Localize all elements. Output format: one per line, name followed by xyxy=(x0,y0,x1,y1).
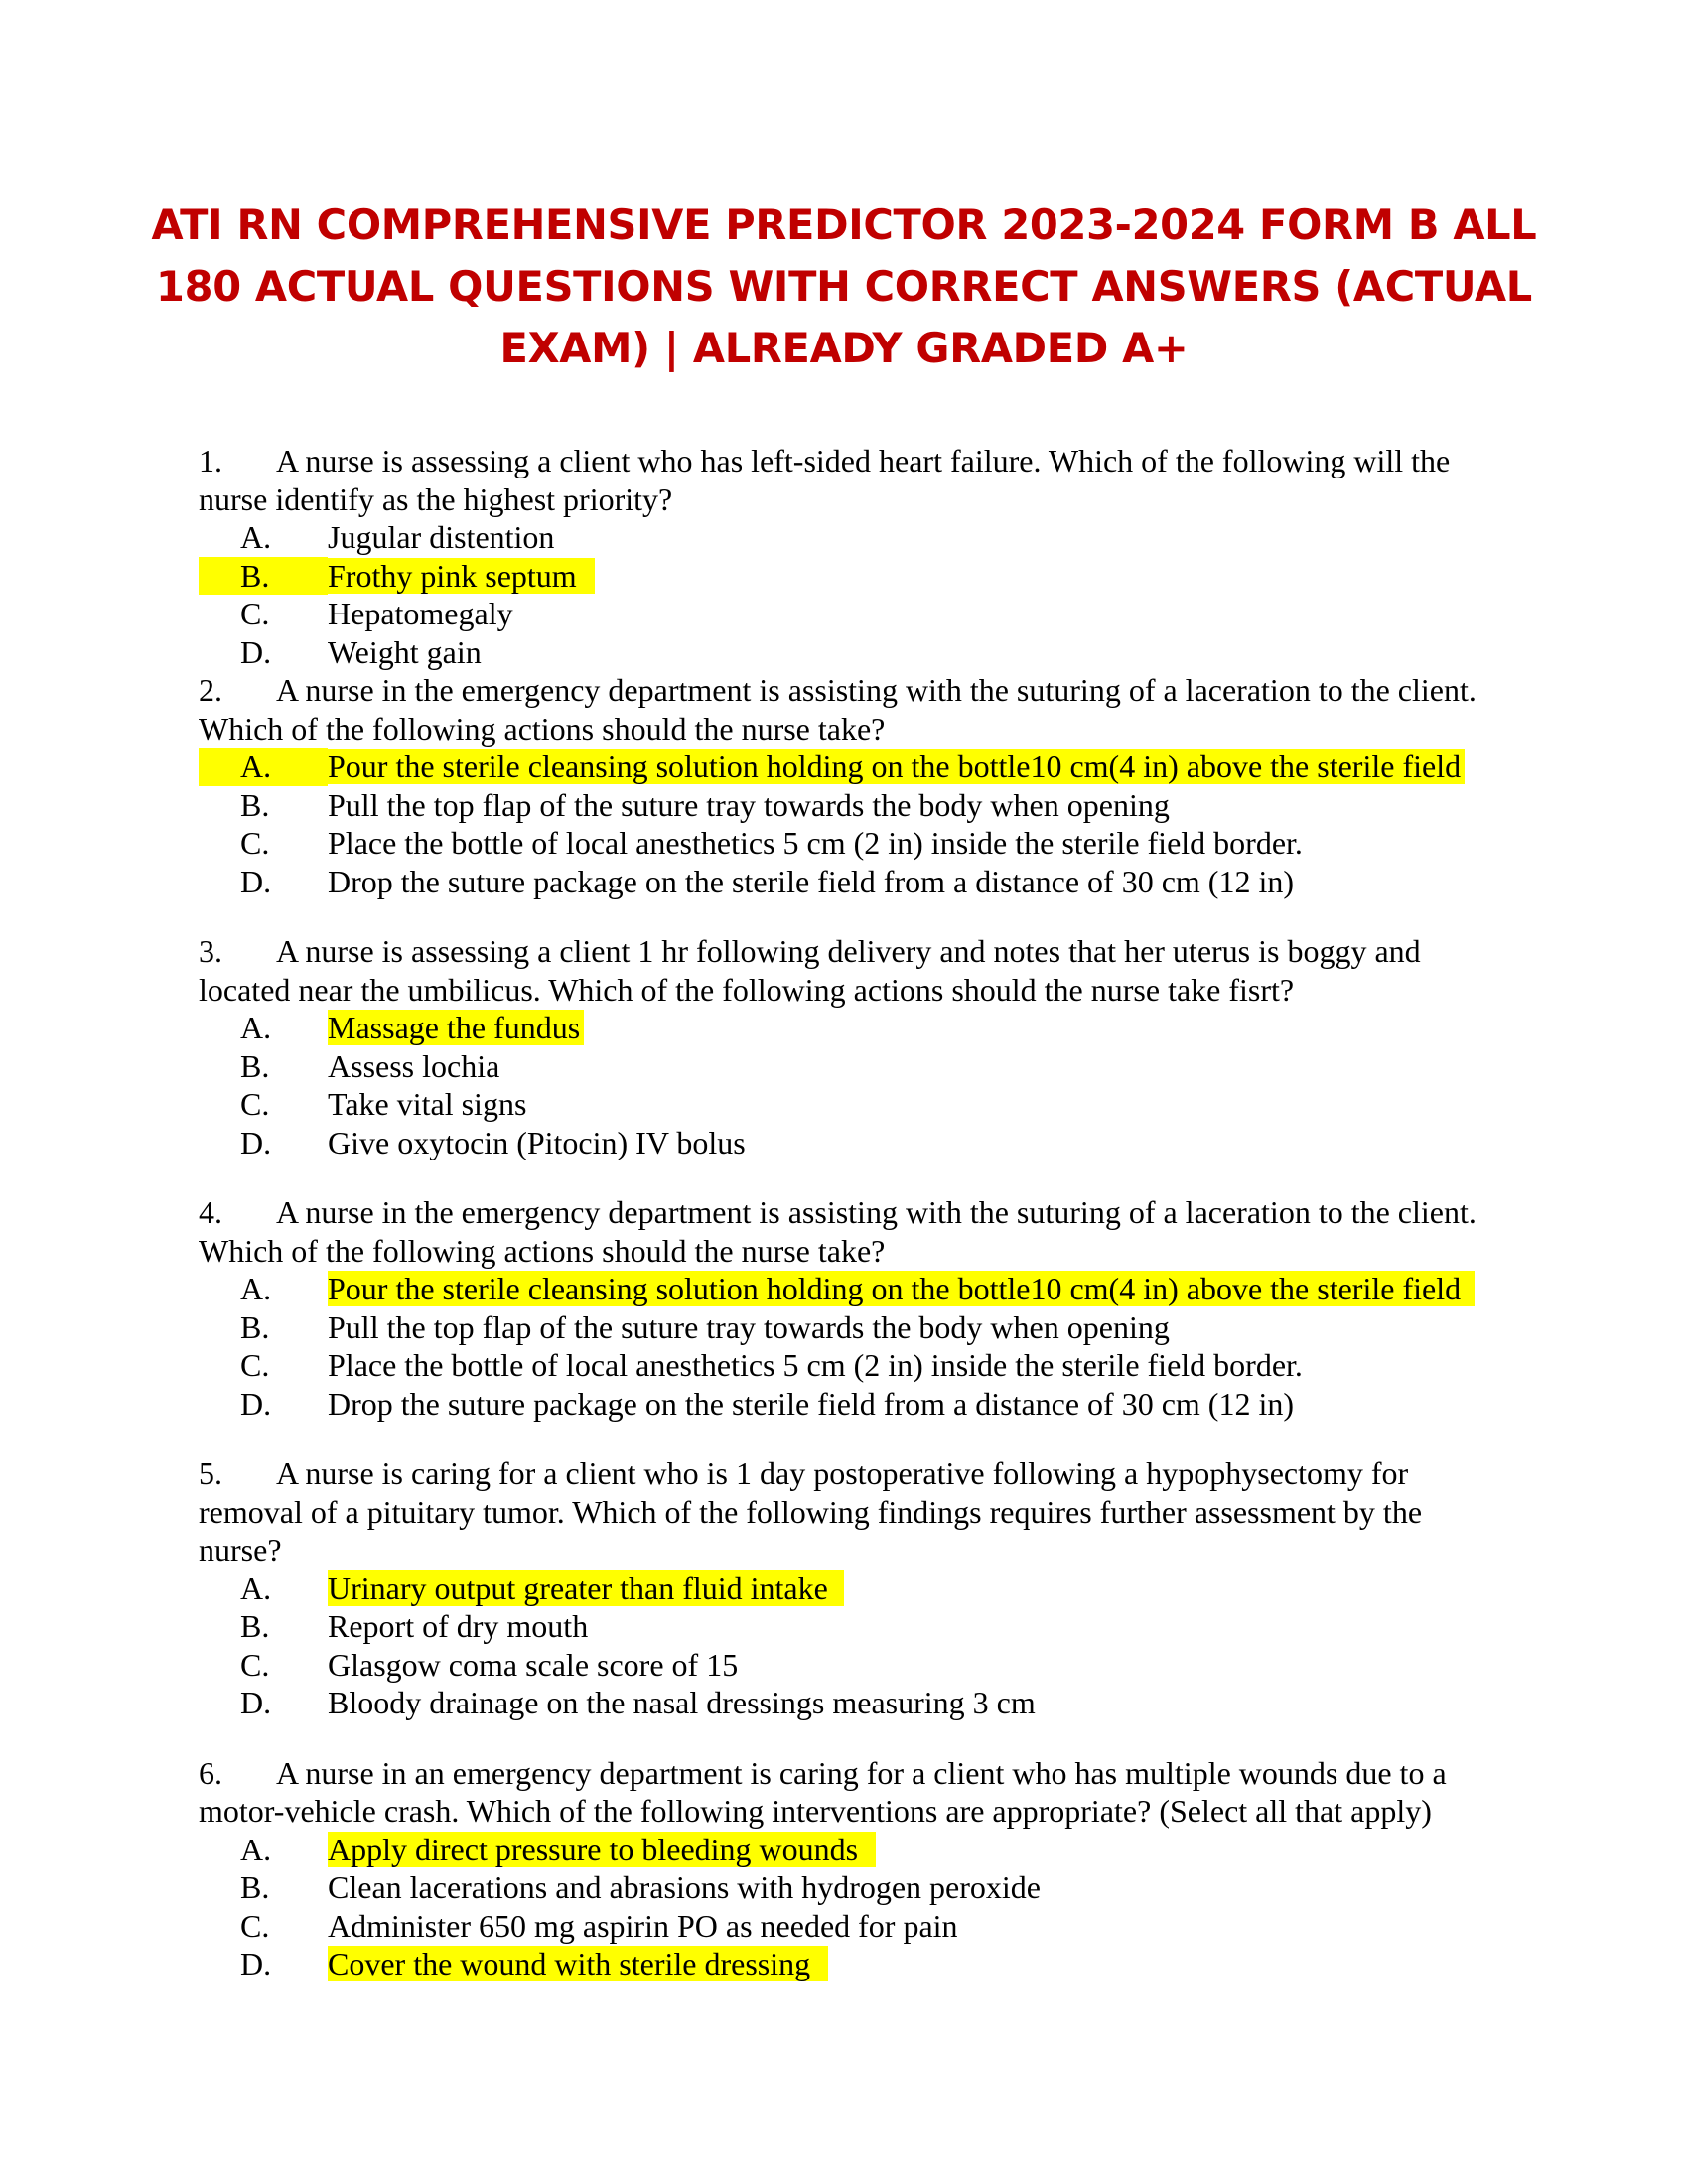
question-stem xyxy=(199,442,1509,518)
option-letter: A. xyxy=(240,519,272,555)
option-text: Report of dry mouth xyxy=(328,1608,589,1644)
option-b xyxy=(199,1868,1509,1907)
question-2 xyxy=(199,671,1509,900)
option-b xyxy=(199,786,1509,825)
question-1 xyxy=(199,442,1509,671)
question-text: A nurse in an emergency department is caring for a client who has multiple wounds due to a motor-vehicle crash. Which of the following interventions are appropriate? (Select all that apply) xyxy=(199,1754,1447,1829)
option-b-correct xyxy=(199,557,1509,596)
option-letter: D. xyxy=(240,633,272,670)
option-text-highlighted: Massage the fundus xyxy=(328,1010,584,1045)
option-c xyxy=(199,1085,1509,1124)
option-letter: C. xyxy=(240,1646,270,1683)
option-text-wrap xyxy=(328,1009,1509,1047)
option-letter: C. xyxy=(240,1907,270,1944)
option-a-correct xyxy=(199,748,1509,786)
option-c xyxy=(199,1907,1509,1946)
option-text-wrap xyxy=(328,557,1509,596)
option-text: Hepatomegaly xyxy=(328,596,513,631)
option-letter: D. xyxy=(240,1685,272,1720)
option-letter: A. xyxy=(240,1271,272,1306)
question-stem xyxy=(199,671,1509,748)
question-number: 2. xyxy=(199,672,222,708)
option-text-highlighted: Pour the sterile cleansing solution holding on the bottle10 cm(4 in) above the sterile field xyxy=(328,749,1465,784)
option-text: Weight gain xyxy=(328,633,482,670)
option-d xyxy=(199,1684,1509,1722)
option-letter: C. xyxy=(240,825,270,861)
question-text: A nurse is caring for a client who is 1 day postoperative following a hypophysectomy for removal of a pituitary tumor. Which of the following findings requires further assessment by the nurse? xyxy=(199,1455,1423,1568)
option-letter: C. xyxy=(240,596,270,631)
question-stem xyxy=(199,1754,1509,1831)
option-letter: C. xyxy=(240,1086,270,1122)
option-text: Give oxytocin (Pitocin) IV bolus xyxy=(328,1124,746,1160)
option-letter: B. xyxy=(240,1047,270,1084)
option-letter: C. xyxy=(240,1347,270,1383)
option-b xyxy=(199,1308,1509,1347)
question-list xyxy=(199,442,1509,1983)
option-letter: B. xyxy=(240,786,270,823)
question-text: A nurse in the emergency department is assisting with the suturing of a laceration to the client. Which of the following actions should the nurse take? xyxy=(199,1194,1477,1269)
option-a-correct xyxy=(199,1570,1509,1608)
option-a-correct xyxy=(199,1270,1509,1308)
option-c xyxy=(199,1346,1509,1385)
option-text-wrap xyxy=(328,1270,1509,1308)
question-4 xyxy=(199,1193,1509,1423)
option-letter: B. xyxy=(240,1308,270,1345)
option-text-wrap xyxy=(328,1570,1509,1608)
question-number: 1. xyxy=(199,443,222,478)
option-d xyxy=(199,1385,1509,1424)
option-text: Glasgow coma scale score of 15 xyxy=(328,1646,739,1683)
option-text: Place the bottle of local anesthetics 5 cm (2 in) inside the sterile field border. xyxy=(328,1347,1303,1383)
option-a xyxy=(199,518,1509,557)
question-stem xyxy=(199,1454,1509,1570)
option-text: Pull the top flap of the suture tray towards the body when opening xyxy=(328,1308,1170,1345)
question-number: 3. xyxy=(199,933,222,969)
option-letter: B. xyxy=(240,1608,270,1644)
option-letter: D. xyxy=(240,863,272,899)
option-letter: D. xyxy=(240,1124,272,1160)
option-text-highlighted: Apply direct pressure to bleeding wounds xyxy=(328,1832,876,1867)
question-5 xyxy=(199,1454,1509,1722)
option-letter: A. xyxy=(240,1570,272,1606)
option-text-wrap xyxy=(328,1831,1509,1869)
option-text: Clean lacerations and abrasions with hydrogen peroxide xyxy=(328,1869,1041,1905)
option-d-correct xyxy=(199,1945,1509,1983)
question-number: 4. xyxy=(199,1194,222,1230)
question-number: 6. xyxy=(199,1754,222,1791)
option-letter: B. xyxy=(199,557,328,596)
option-text-wrap xyxy=(328,1945,1509,1983)
option-c xyxy=(199,824,1509,863)
option-text: Administer 650 mg aspirin PO as needed for pain xyxy=(328,1907,958,1944)
question-number: 5. xyxy=(199,1455,222,1491)
option-text-highlighted: Cover the wound with sterile dressing xyxy=(328,1946,828,1981)
question-text: A nurse is assessing a client who has left-sided heart failure. Which of the following will the nurse identify as the highest priority? xyxy=(199,443,1451,517)
option-b xyxy=(199,1047,1509,1086)
option-text: Drop the suture package on the sterile field from a distance of 30 cm (12 in) xyxy=(328,1385,1294,1422)
option-text: Place the bottle of local anesthetics 5 cm (2 in) inside the sterile field border. xyxy=(328,825,1303,861)
option-letter: A. xyxy=(240,1831,272,1867)
option-text: Take vital signs xyxy=(328,1086,527,1122)
option-d xyxy=(199,1124,1509,1162)
option-text-wrap xyxy=(328,748,1509,786)
option-letter: A. xyxy=(240,1010,272,1045)
option-d xyxy=(199,633,1509,672)
question-text: A nurse is assessing a client 1 hr following delivery and notes that her uterus is boggy and located near the umbilicus. Which of the following actions should the nurse take fisrt? xyxy=(199,933,1421,1008)
option-text-highlighted: Urinary output greater than fluid intake xyxy=(328,1570,844,1606)
option-b xyxy=(199,1607,1509,1646)
option-letter: B. xyxy=(240,1869,270,1905)
question-stem xyxy=(199,1193,1509,1270)
option-text: Pull the top flap of the suture tray towards the body when opening xyxy=(328,786,1170,823)
option-d xyxy=(199,863,1509,901)
option-letter: D. xyxy=(240,1946,272,1981)
document-title: ATI RN COMPREHENSIVE PREDICTOR 2023-2024 FORM B ALL 180 ACTUAL QUESTIONS WITH CORRECT ANSWERS (ACTUAL EXAM) | ALREADY GRADED A+ xyxy=(151,201,1537,372)
option-letter: A. xyxy=(199,748,328,786)
option-text-highlighted: Frothy pink septum xyxy=(328,558,595,594)
option-a-correct xyxy=(199,1831,1509,1869)
option-text: Drop the suture package on the sterile field from a distance of 30 cm (12 in) xyxy=(328,863,1294,899)
option-text-highlighted: Pour the sterile cleansing solution holding on the bottle10 cm(4 in) above the sterile field xyxy=(328,1271,1475,1306)
question-text: A nurse in the emergency department is assisting with the suturing of a laceration to the client. Which of the following actions should the nurse take? xyxy=(199,672,1477,747)
question-stem xyxy=(199,932,1509,1009)
option-a-correct xyxy=(199,1009,1509,1047)
option-c xyxy=(199,595,1509,633)
option-c xyxy=(199,1646,1509,1685)
option-text: Bloody drainage on the nasal dressings measuring 3 cm xyxy=(328,1685,1036,1720)
option-letter: D. xyxy=(240,1385,272,1422)
option-text: Jugular distention xyxy=(328,519,555,555)
option-text: Assess lochia xyxy=(328,1047,500,1084)
question-3 xyxy=(199,932,1509,1161)
question-6 xyxy=(199,1754,1509,1983)
